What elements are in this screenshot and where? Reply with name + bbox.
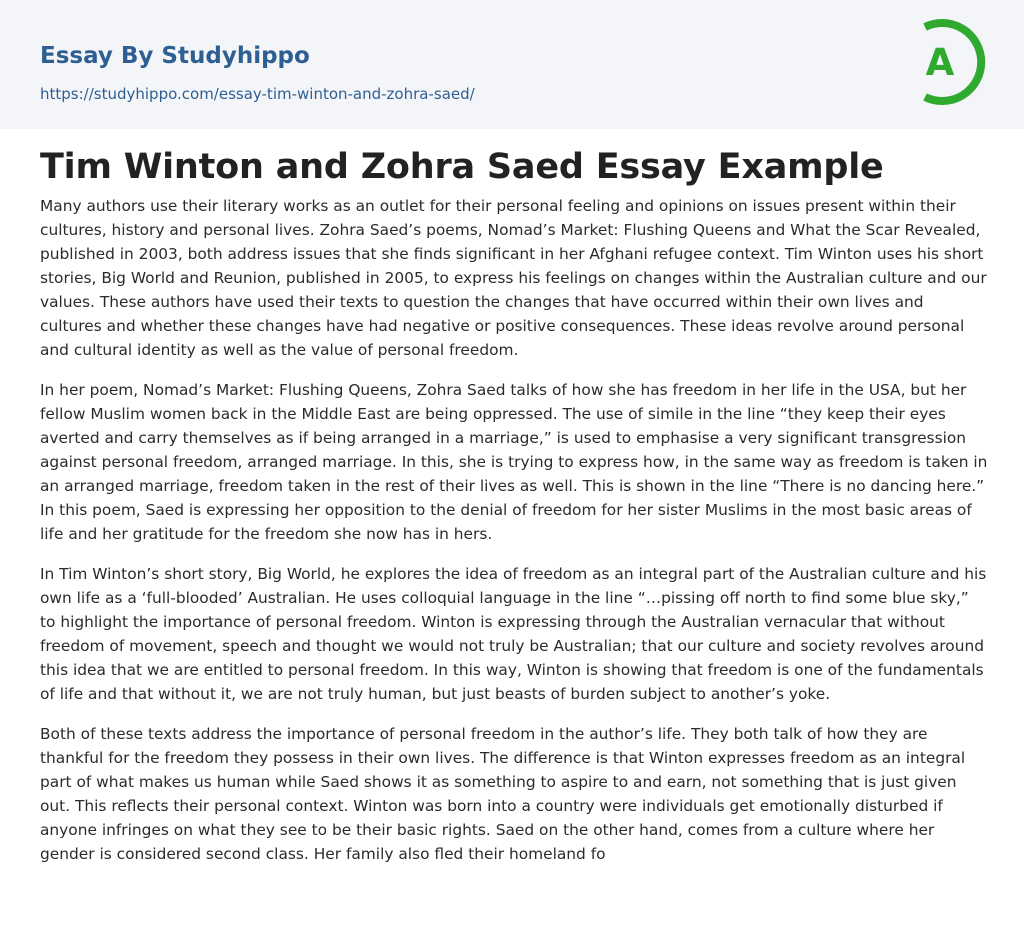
essay-paragraph-2: In her poem, Nomad’s Market: Flushing Queens, Zohra Saed talks of how she has freedom in her life in the USA, but her fellow Muslim women back in the Middle East are being oppressed. The use of simile in the line “they keep their eyes averted and carry themselves as if being arranged in a marriage,” is used to emphasise a very significant transgression against personal freedom, arranged marriage. In this, she is trying to express how, in the same way as freedom is taken in an arranged marriage, freedom taken in the rest of their lives as well. This is shown in the line “There is no dancing here.” In this poem, Saed is expressing her opposition to the denial of freedom for her sister Muslims in the most basic areas of life and her gratitude for the freedom she now has in hers. xyxy=(40,381,988,543)
essay-paragraph-3: In Tim Winton’s short story, Big World, he explores the idea of freedom as an integral part of the Australian culture and his own life as a ‘full-blooded’ Australian. He uses colloquial language in the line “…pissing off north to find some blue sky,” to highlight the importance of personal freedom. Winton is expressing through the Australian vernacular that without freedom of movement, speech and thought we would not truly be Australian; that our culture and society revolves around this idea that we are entitled to personal freedom. In this way, Winton is showing that freedom is one of the fundamentals of life and that without it, we are not truly human, but just beasts of burden subject to another’s yoke. xyxy=(40,565,987,703)
essay-title: Tim Winton and Zohra Saed Essay Example xyxy=(40,147,884,187)
essay-paragraph-4: Both of these texts address the importance of personal freedom in the author’s life. They both talk of how they are thankful for the freedom they possess in their own lives. The difference is that Winton expresses freedom as an integral part of what makes us human while Saed shows it as something to aspire to and earn, not something that is just given out. This reflects their personal context. Winton was born into a country were individuals get emotionally disturbed if anyone infringes on what they see to be their basic rights. Saed on the other hand, comes from a culture where her gender is considered second class. Her family also fled their homeland fo xyxy=(40,725,966,863)
studyhippo-logo-icon[interactable] xyxy=(910,18,990,106)
logo-letter: A xyxy=(925,41,955,84)
site-header xyxy=(0,0,1024,129)
page-url-link[interactable]: https://studyhippo.com/essay-tim-winton-and-zohra-saed/ xyxy=(40,85,475,103)
site-title[interactable]: Essay By Studyhippo xyxy=(40,43,310,69)
essay-paragraph-1: Many authors use their literary works as an outlet for their personal feeling and opinions on issues present within their cultures, history and personal lives. Zohra Saed’s poems, Nomad’s Market: Flushing Queens and What the Scar Revealed, published in 2003, both address issues that she finds significant in her Afghani refugee context. Tim Winton uses his short stories, Big World and Reunion, published in 2005, to express his feelings on changes within the Australian culture and our values. These authors have used their texts to question the changes that have occurred within their own lives and cultures and whether these changes have had negative or positive consequences. These ideas revolve around personal and cultural identity as well as the value of personal freedom. xyxy=(40,197,987,359)
essay-body xyxy=(40,194,988,882)
